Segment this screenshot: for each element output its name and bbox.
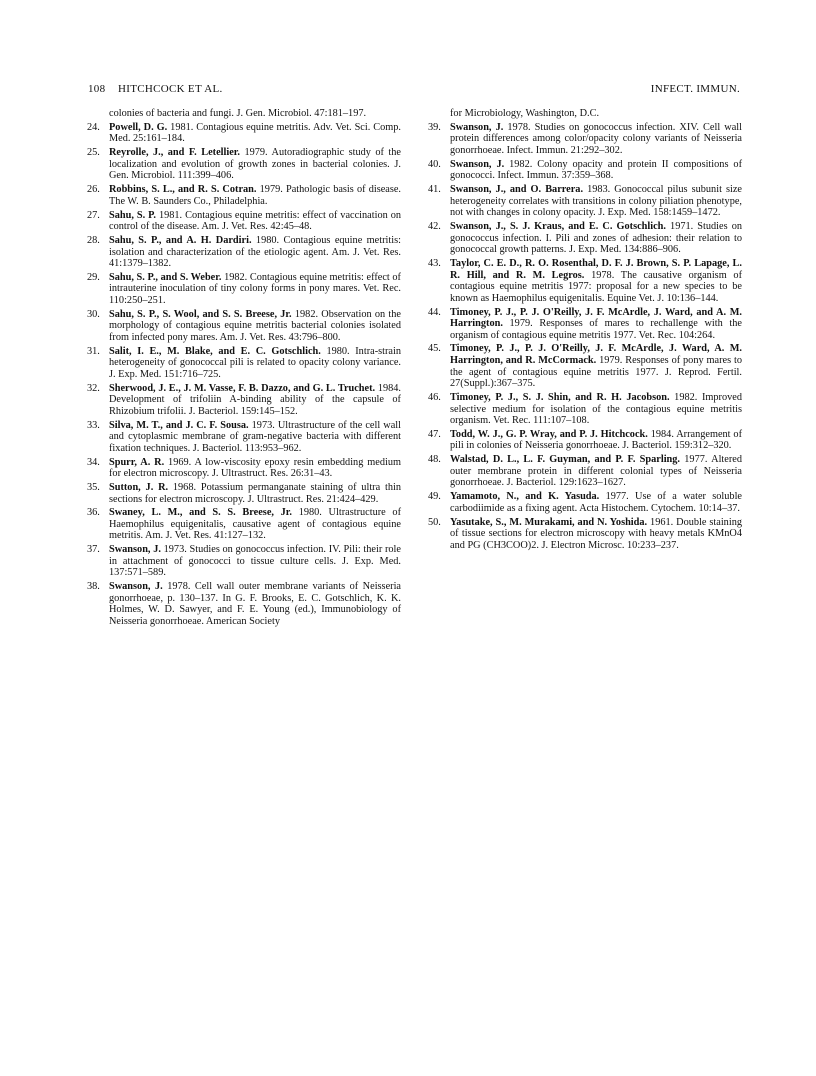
reference-authors: Salit, I. E., M. Blake, and E. C. Gotschlich. [109, 345, 321, 357]
reference-item [87, 383, 401, 418]
reference-text: 1979. Responses of mares to rechallenge with the organism of contagious equine metritis 1977. Vet. Rec. 104:264. [450, 318, 742, 341]
reference-text: 1980. Contagious equine metritis: isolation and characterization of the etiologic agent. Am. J. Vet. Res. 41:1379–1382. [109, 234, 401, 270]
reference-authors: Walstad, D. L., L. F. Guyman, and P. F. Sparling. [450, 454, 681, 466]
reference-text: 1973. Studies on gonococcus infection. IV. Pili: their role in attachment of gonococci to tissue culture cells. J. Exp. Med. 137:571–589. [109, 544, 401, 579]
reference-text: 1984. Development of trifoliin A-binding ability of the capsule of Rhizobium trifolii. J. Bacteriol. 159:145–152. [109, 382, 401, 417]
reference-text: 1979. Responses of pony mares to the agent of contagious equine metritis 1977. J. Reprod. Fertil. 27(Suppl.):367–375. [450, 355, 743, 390]
reference-number: 42. [428, 221, 441, 233]
reference-text: 1979. Pathologic basis of disease. The W. B. Saunders Co., Philadelphia. [109, 184, 402, 207]
reference-authors: Swaney, L. M., and S. S. Breese, Jr. [109, 507, 292, 519]
reference-authors: Swanson, J. [109, 544, 161, 556]
reference-authors: Yasutake, S., M. Murakami, and N. Yoshida. [450, 516, 648, 528]
reference-number: 40. [428, 158, 441, 170]
reference-number: 26. [87, 184, 100, 196]
reference-authors: Powell, D. G. [109, 121, 168, 133]
reference-number: 31. [87, 345, 100, 357]
reference-number: 25. [87, 147, 100, 159]
reference-item [87, 544, 401, 579]
reference-item [87, 210, 401, 233]
reference-number: 36. [87, 507, 100, 519]
reference-authors: Timoney, P. J., P. J. O'Reilly, J. F. McArdle, J. Ward, and A. M. Harrington. [450, 306, 742, 330]
reference-item [87, 581, 401, 627]
reference-number: 38. [87, 581, 100, 593]
reference-number: 48. [428, 454, 441, 466]
reference-item [87, 272, 401, 307]
reference-text: 1981. Contagious equine metritis. Adv. Vet. Sci. Comp. Med. 25:161–184. [109, 121, 401, 145]
reference-text: 1980. Ultrastructure of Haemophilus equigenitalis, causative agent of contagious equine metritis. Am. J. Vet. Res. 41:127–132. [109, 507, 401, 542]
reference-authors: Timoney, P. J., P. J. O'Reilly, J. F. McArdle, J. Ward, A. M. Harrington, and R. McCormack. [450, 343, 742, 367]
reference-authors: Swanson, J. [109, 581, 163, 593]
reference-text: 1982. Observation on the morphology of contagious equine metritis bacterial colonies isolated from infected pony mares. Am. J. Vet. Res. 43:796–800. [109, 308, 401, 343]
reference-text: 1982. Contagious equine metritis: effect of intrauterine inoculation of tiny colony forms in pony mares. Vet. Rec. 110:250–251. [109, 271, 401, 306]
reference-authors: Yamamoto, N., and K. Yasuda. [450, 491, 600, 503]
reference-text: 1980. Intra-strain heterogeneity of gonococcal pili is related to opacity colony variance. J. Exp. Med. 151:716–725. [109, 345, 401, 380]
right-column [428, 108, 742, 554]
reference-item [87, 147, 401, 182]
reference-authors: Taylor, C. E. D., R. O. Rosenthal, D. F. J. Brown, S. P. Lapage, L. R. Hill, and R. M. Legros. [450, 258, 742, 281]
reference-text: 1982. Improved selective medium for isolation of the contagious equine metritis organism. Vet. Rec. 111:107–108. [450, 391, 742, 427]
reference-number: 43. [428, 258, 441, 270]
reference-item [87, 309, 401, 344]
reference-number: 37. [87, 544, 100, 556]
journal-name: INFECT. IMMUN. [650, 83, 740, 95]
reference-number: 27. [87, 209, 100, 221]
reference-authors: Robbins, S. L., and R. S. Cotran. [109, 184, 257, 196]
reference-item [428, 517, 742, 552]
reference-number: 34. [87, 456, 100, 468]
reference-item [428, 429, 742, 452]
reference-text: 1968. Potassium permanganate staining of ultra thin sections for electron microscopy. J. Ultrastruct. Res. 21:424–429. [109, 481, 401, 505]
reference-text: 1961. Double staining of tissue sections for electron microscopy with heavy metals KMnO4 and PG (CH3COO)2. J. Electron Microsc. 10:233–237. [450, 516, 742, 551]
reference-authors: Swanson, J. [450, 158, 505, 170]
reference-item [428, 221, 742, 256]
reference-authors: Silva, M. T., and J. C. F. Sousa. [109, 419, 249, 431]
reference-continuation: colonies of bacteria and fungi. J. Gen. Microbiol. 47:181–197. [109, 108, 367, 119]
reference-number: 28. [87, 234, 100, 246]
reference-item [87, 482, 401, 505]
reference-item [87, 507, 401, 542]
reference-number: 39. [428, 121, 441, 133]
reference-authors: Reyrolle, J., and F. Letellier. [109, 147, 240, 159]
reference-text: 1973. Ultrastructure of the cell wall and cytoplasmic membrane of gram-negative bacteria with different fixation techniques. J. Bacteriol. 113:953–962. [109, 419, 401, 454]
reference-number: 30. [87, 308, 100, 320]
reference-text: 1981. Contagious equine metritis: effect of vaccination on control of the disease. Am. J. Vet. Res. 42:45–48. [109, 209, 401, 233]
reference-authors: Swanson, J., S. J. Kraus, and E. C. Gotschlich. [450, 221, 666, 233]
reference-item [87, 122, 401, 145]
reference-item [428, 454, 742, 489]
reference-text: 1978. The causative organism of contagious equine metritis 1977: proposal for a new species to be known as Haemophilus equigenitalis. Equine Vet. J. 10:136–144. [450, 269, 742, 304]
reference-text: 1977. Altered outer membrane protein in different colonial types of Neisseria gonorrhoeae. J. Bacteriol. 129:1623–1627. [450, 454, 743, 489]
page-number: 108 [88, 83, 106, 95]
reference-number: 33. [87, 419, 100, 431]
reference-item [428, 307, 742, 342]
reference-authors: Swanson, J. [450, 121, 504, 133]
reference-authors: Sahu, S. P., and S. Weber. [109, 271, 222, 283]
reference-authors: Sherwood, J. E., J. M. Vasse, F. B. Dazzo, and G. L. Truchet. [109, 382, 376, 394]
reference-number: 29. [87, 271, 100, 283]
reference-text: 1977. Use of a water soluble carbodiimide as a fixing agent. Acta Histochem. Cytochem. 10:14–37. [450, 491, 743, 514]
reference-item [87, 184, 401, 207]
reference-text: 1969. A low-viscosity epoxy resin embedding medium for electron microscopy. J. Ultrastruct. Res. 26:31–43. [109, 456, 401, 480]
reference-item [428, 159, 742, 182]
reference-item [428, 392, 742, 427]
reference-text: 1971. Studies on gonococcus infection. I. Pili and zones of adhesion: their relation to gonococcal growth patterns. J. Exp. Med. 134:886–906. [450, 221, 742, 256]
reference-item [428, 184, 742, 219]
reference-number: 35. [87, 481, 100, 493]
reference-item [87, 346, 401, 381]
reference-text: 1983. Gonococcal pilus subunit size heterogeneity correlates with transitions in colony piliation phenotype, not with changes in colony opacity. J. Exp. Med. 158:1459–1472. [450, 184, 742, 219]
reference-number: 46. [428, 391, 441, 403]
reference-number: 32. [87, 382, 100, 394]
reference-text: 1978. Studies on gonococcus infection. XIV. Cell wall protein differences among color/opacity colony variants of Neisseria gonorrhoeae. Infect. Immun. 21:292–302. [450, 121, 742, 156]
reference-continuation: for Microbiology, Washington, D.C. [450, 108, 600, 119]
reference-item [428, 258, 742, 304]
reference-item [87, 457, 401, 480]
reference-number: 24. [87, 121, 100, 133]
page-header [88, 83, 740, 99]
left-column [87, 108, 401, 630]
reference-item [87, 420, 401, 455]
reference-authors: Todd, W. J., G. P. Wray, and P. J. Hitchcock. [450, 428, 648, 440]
reference-item [87, 235, 401, 270]
running-author: HITCHCOCK ET AL. [118, 83, 223, 95]
reference-authors: Sahu, S. P. [109, 209, 157, 221]
reference-text: 1979. Autoradiographic study of the localization and evolution of growth zones in bacterial colonies. J. Gen. Microbiol. 111:399–406. [109, 147, 401, 182]
reference-number: 44. [428, 306, 441, 318]
reference-authors: Swanson, J., and O. Barrera. [450, 184, 584, 196]
reference-authors: Sahu, S. P., and A. H. Dardiri. [109, 234, 252, 246]
reference-number: 49. [428, 491, 441, 503]
reference-authors: Sutton, J. R. [109, 481, 169, 493]
reference-authors: Timoney, P. J., S. J. Shin, and R. H. Jacobson. [450, 391, 670, 403]
reference-item [428, 491, 742, 514]
reference-item [428, 122, 742, 157]
reference-number: 41. [428, 184, 441, 196]
reference-text: 1984. Arrangement of pili in colonies of Neisseria gonorrhoeae. J. Bacteriol. 159:312–320. [450, 428, 742, 452]
reference-authors: Sahu, S. P., S. Wool, and S. S. Breese, Jr. [109, 308, 292, 320]
reference-number: 50. [428, 516, 441, 528]
reference-text: 1978. Cell wall outer membrane variants of Neisseria gonorrhoeae, p. 130–137. In G. F. Brooks, E. C. Gotschlich, K. K. Holmes, W. D. Sawyer, and F. E. Young (ed.), Immunobiology of Neisseria gonorrhoeae. American Society [109, 581, 401, 627]
reference-number: 47. [428, 428, 441, 440]
reference-item [428, 343, 742, 389]
reference-number: 45. [428, 343, 441, 355]
reference-authors: Spurr, A. R. [109, 456, 165, 468]
reference-text: 1982. Colony opacity and protein II compositions of gonococci. Infect. Immun. 37:359–368. [450, 158, 742, 182]
